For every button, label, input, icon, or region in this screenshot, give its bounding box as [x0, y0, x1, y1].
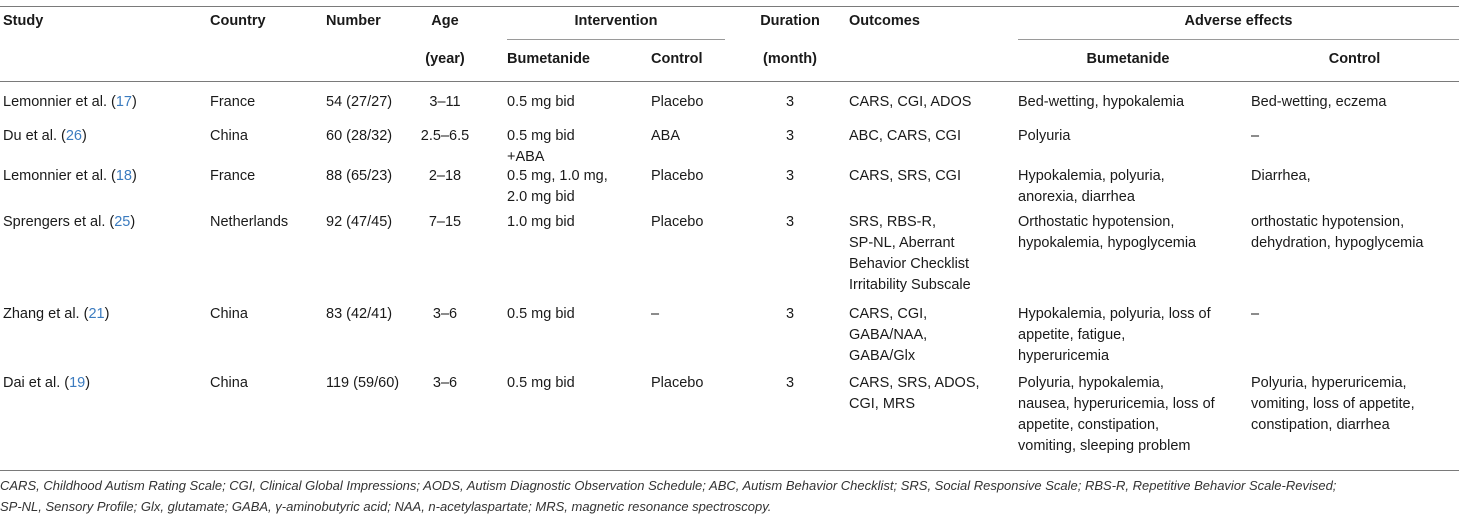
cell-adverse-control: –	[1251, 306, 1260, 322]
cell-adverse-control: Polyuria, hyperuricemia,	[1251, 375, 1407, 391]
cell-bumetanide-dose: 0.5 mg bid	[507, 375, 575, 391]
cell-age: 2–18	[428, 168, 462, 184]
cell-duration: 3	[785, 214, 795, 230]
cell-adverse-control: constipation, diarrhea	[1251, 417, 1390, 433]
cell-age: 3–11	[429, 94, 461, 110]
cell-duration: 3	[785, 306, 795, 322]
cell-adverse-bumetanide: vomiting, sleeping problem	[1018, 438, 1191, 454]
study-close-paren: )	[130, 214, 136, 230]
study-name: Zhang et al. (	[3, 306, 89, 322]
cell-study	[3, 304, 109, 325]
reference-link[interactable]: 25	[114, 214, 131, 230]
cell-outcomes: Irritability Subscale	[849, 277, 971, 293]
cell-outcomes: CARS, SRS, ADOS,	[849, 375, 980, 391]
cell-control: Placebo	[651, 375, 704, 391]
cell-duration: 3	[785, 168, 795, 184]
cell-adverse-bumetanide: Hypokalemia, polyuria,	[1018, 168, 1165, 184]
cell-control: Placebo	[651, 94, 704, 110]
study-close-paren: )	[82, 128, 87, 144]
study-name: Lemonnier et al. (	[3, 168, 116, 184]
cell-country: China	[210, 306, 248, 322]
cell-adverse-bumetanide: hypokalemia, hypoglycemia	[1018, 235, 1197, 251]
cell-adverse-bumetanide: Orthostatic hypotension,	[1018, 214, 1175, 230]
cell-bumetanide-dose: +ABA	[507, 149, 545, 165]
cell-duration: 3	[785, 375, 795, 391]
header-age: Age	[431, 13, 459, 29]
cell-number: 92 (47/45)	[326, 214, 393, 230]
header-intervention-bumetanide: Bumetanide	[507, 51, 590, 67]
header-adverse-control: Control	[1328, 51, 1381, 67]
top-rule	[0, 6, 1459, 7]
cell-adverse-control: –	[1251, 128, 1260, 144]
cell-control: Placebo	[651, 214, 704, 230]
cell-outcomes: CGI, MRS	[849, 396, 916, 412]
cell-country: France	[210, 94, 256, 110]
header-bottom-rule	[0, 81, 1459, 82]
cell-study	[3, 212, 135, 233]
cell-outcomes: GABA/Glx	[849, 348, 916, 364]
cell-bumetanide-dose: 1.0 mg bid	[507, 214, 575, 230]
cell-adverse-bumetanide: nausea, hyperuricemia, loss of	[1018, 396, 1215, 412]
cell-control: ABA	[651, 128, 681, 144]
cell-age: 3–6	[432, 306, 458, 322]
cell-age: 7–15	[428, 214, 462, 230]
study-name: Dai et al. (	[3, 375, 70, 391]
footnote-line-1: CARS, Childhood Autism Rating Scale; CGI, Clinical Global Impressions; AODS, Autism Diagnostic Observation Schedule; ABC, Autism Behavior Checklist; SRS, Social Responsive Scale; RBS-R, Repetitive Behavior Scale-Revised;	[0, 478, 1337, 493]
study-name: Sprengers et al. (	[3, 214, 115, 230]
study-close-paren: )	[104, 306, 110, 322]
header-duration-unit: (month)	[763, 51, 817, 67]
cell-adverse-bumetanide: Bed-wetting, hypokalemia	[1018, 94, 1185, 110]
cell-country: Netherlands	[210, 214, 289, 230]
cell-study	[3, 166, 137, 187]
cell-bumetanide-dose: 0.5 mg, 1.0 mg,	[507, 168, 608, 184]
cell-adverse-bumetanide: appetite, fatigue,	[1018, 327, 1126, 343]
header-outcomes: Outcomes	[849, 13, 920, 29]
cell-bumetanide-dose: 0.5 mg bid	[507, 94, 575, 110]
cell-adverse-control: Bed-wetting, eczema	[1251, 94, 1387, 110]
intervention-underline	[507, 39, 725, 40]
cell-adverse-bumetanide: appetite, constipation,	[1018, 417, 1160, 433]
header-age-unit: (year)	[425, 51, 465, 67]
cell-outcomes: GABA/NAA,	[849, 327, 928, 343]
header-intervention: Intervention	[574, 13, 658, 29]
header-duration: Duration	[760, 13, 820, 29]
cell-outcomes: ABC, CARS, CGI	[849, 128, 961, 144]
cell-duration: 3	[785, 128, 795, 144]
cell-adverse-bumetanide: Polyuria, hypokalemia,	[1018, 375, 1164, 391]
cell-outcomes: CARS, SRS, CGI	[849, 168, 961, 184]
reference-link[interactable]: 18	[115, 168, 132, 184]
cell-control: Placebo	[651, 168, 704, 184]
cell-number: 60 (28/32)	[326, 128, 393, 144]
header-country: Country	[210, 13, 266, 29]
study-close-paren: )	[85, 375, 91, 391]
cell-bumetanide-dose: 0.5 mg bid	[507, 306, 575, 322]
cell-adverse-bumetanide: anorexia, diarrhea	[1018, 189, 1135, 205]
cell-outcomes: SRS, RBS-R,	[849, 214, 937, 230]
cell-adverse-bumetanide: Polyuria	[1018, 128, 1071, 144]
study-name: Lemonnier et al. (	[3, 94, 116, 110]
cell-adverse-control: orthostatic hypotension,	[1251, 214, 1405, 230]
cell-number: 83 (42/41)	[326, 306, 393, 322]
cell-age: 3–6	[432, 375, 458, 391]
cell-number: 54 (27/27)	[326, 94, 393, 110]
cell-adverse-control: Diarrhea,	[1251, 168, 1311, 184]
cell-adverse-control: dehydration, hypoglycemia	[1251, 235, 1424, 251]
cell-adverse-bumetanide: Hypokalemia, polyuria, loss of	[1018, 306, 1211, 322]
cell-outcomes: Behavior Checklist	[849, 256, 970, 272]
header-study: Study	[3, 13, 44, 29]
cell-country: China	[210, 375, 248, 391]
cell-number: 88 (65/23)	[326, 168, 393, 184]
cell-bumetanide-dose: 0.5 mg bid	[507, 128, 575, 144]
cell-adverse-bumetanide: hyperuricemia	[1018, 348, 1110, 364]
cell-country: France	[210, 168, 256, 184]
cell-duration: 3	[785, 94, 795, 110]
study-close-paren: )	[131, 168, 137, 184]
cell-outcomes: CARS, CGI,	[849, 306, 928, 322]
study-close-paren: )	[131, 94, 137, 110]
cell-study	[3, 373, 90, 394]
table-bottom-rule	[0, 470, 1459, 471]
cell-age: 2.5–6.5	[420, 128, 470, 144]
cell-study	[3, 126, 87, 147]
reference-link[interactable]: 21	[88, 306, 105, 322]
header-adverse-effects: Adverse effects	[1184, 13, 1293, 29]
cell-outcomes: CARS, CGI, ADOS	[849, 94, 972, 110]
cell-study	[3, 92, 137, 113]
footnote-line-2: SP-NL, Sensory Profile; Glx, glutamate; GABA, γ-aminobutyric acid; NAA, n-acetylaspartate; MRS, magnetic resonance spectroscopy.	[0, 499, 772, 514]
cell-adverse-control: vomiting, loss of appetite,	[1251, 396, 1415, 412]
reference-link[interactable]: 17	[115, 94, 132, 110]
reference-link[interactable]: 19	[69, 375, 86, 391]
header-intervention-control: Control	[651, 51, 703, 67]
cell-outcomes: SP-NL, Aberrant	[849, 235, 955, 251]
adverse-underline	[1018, 39, 1459, 40]
cell-bumetanide-dose: 2.0 mg bid	[507, 189, 575, 205]
reference-link[interactable]: 26	[65, 128, 82, 144]
header-number: Number	[326, 13, 381, 29]
study-name: Du et al. (	[3, 128, 66, 144]
cell-number: 119 (59/60)	[326, 375, 400, 391]
cell-country: China	[210, 128, 248, 144]
header-adverse-bumetanide: Bumetanide	[1086, 51, 1170, 67]
cell-control: –	[651, 306, 660, 322]
